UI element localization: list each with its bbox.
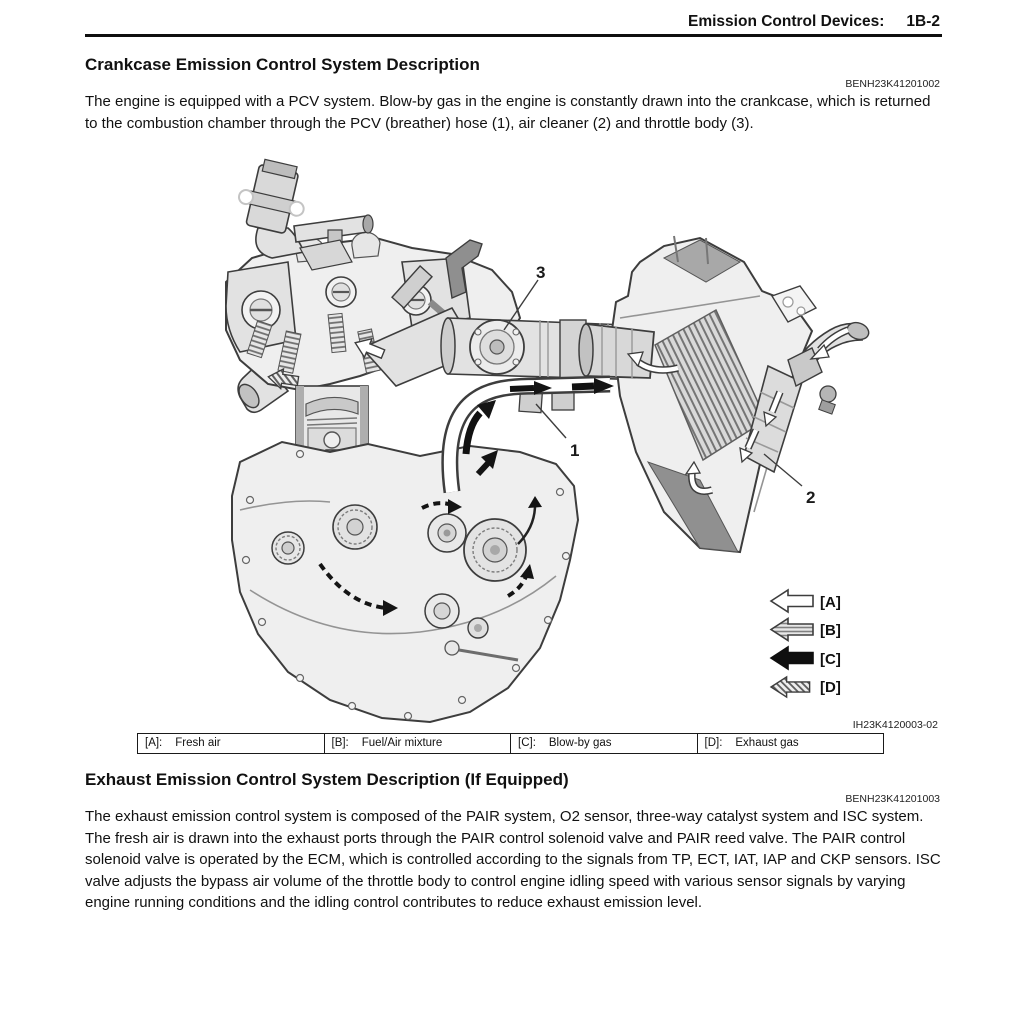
callout-2-air-cleaner: 2 [806, 488, 816, 507]
section2-doc-code: BENH23K41201003 [845, 793, 940, 805]
legend-label: Blow-by gas [548, 737, 612, 749]
legend-arrow-a-icon [771, 590, 813, 612]
legend-arrow-b-label: [B] [820, 622, 841, 639]
legend-arrow-c-icon [771, 647, 813, 669]
legend-arrow-b-icon [771, 619, 813, 641]
legend-key: [C]: [518, 737, 536, 749]
legend-label: Exhaust gas [735, 737, 799, 749]
page-header [688, 13, 940, 31]
section1-title: Crankcase Emission Control System Description [85, 55, 480, 74]
legend-key: [A]: [145, 737, 163, 749]
legend-label: Fuel/Air mixture [361, 737, 443, 749]
outlet-boot [579, 324, 654, 378]
arrow-legend [771, 590, 841, 697]
legend-cell-a [138, 734, 324, 753]
legend-label: Fresh air [175, 737, 221, 749]
header-section-title: Emission Control Devices: [688, 13, 885, 30]
engine-pcv-diagram [0, 148, 1024, 733]
legend-cell-d [697, 734, 884, 753]
engine-illustration [226, 156, 871, 722]
callout-3-throttle-body: 3 [536, 263, 546, 282]
header-page-number: 1B-2 [906, 13, 940, 30]
legend-key: [D]: [704, 737, 723, 749]
section2-title: Exhaust Emission Control System Description (If Equipped) [85, 770, 569, 789]
section2-body-text: The exhaust emission control system is composed of the PAIR system, O2 sensor, three-way catalyst system and ISC system. The fresh air is drawn into the exhaust ports through the PAIR control solenoid valve and PAIR reed valve. The PAIR control solenoid valve is operated by the ECM, which is controlled according to the signals from TP, ECT, IAT, IAP and CKP sensors. ISC valve adjusts the bypass air volume of the throttle body to control engine idling speed with various sensor signals by varying engine running conditions and the idling control contributes to reduce exhaust emission level. [85, 808, 941, 911]
air-cleaner [579, 236, 871, 552]
legend-arrow-a-label: [A] [820, 594, 841, 611]
legend-arrow-c-label: [C] [820, 651, 841, 668]
legend-arrow-d-icon [771, 677, 810, 697]
header-rule [85, 34, 942, 37]
legend-arrow-d-label: [D] [820, 679, 841, 696]
figure-code: IH23K4120003-02 [852, 719, 938, 731]
callout-1-pcv-hose: 1 [570, 441, 580, 460]
section1-doc-code: BENH23K41201002 [845, 78, 940, 90]
legend-key: [B]: [331, 737, 349, 749]
legend-table [137, 733, 884, 754]
section1-body-text: The engine is equipped with a PCV system. Blow-by gas in the engine is constantly drawn into the crankcase, which is returned to the combustion chamber through the PCV (breather) hose (1), air cleaner (2) and throttle body (3). [85, 93, 931, 132]
crankcase [232, 442, 578, 722]
legend-cell-b [324, 734, 511, 753]
legend-cell-c [510, 734, 697, 753]
